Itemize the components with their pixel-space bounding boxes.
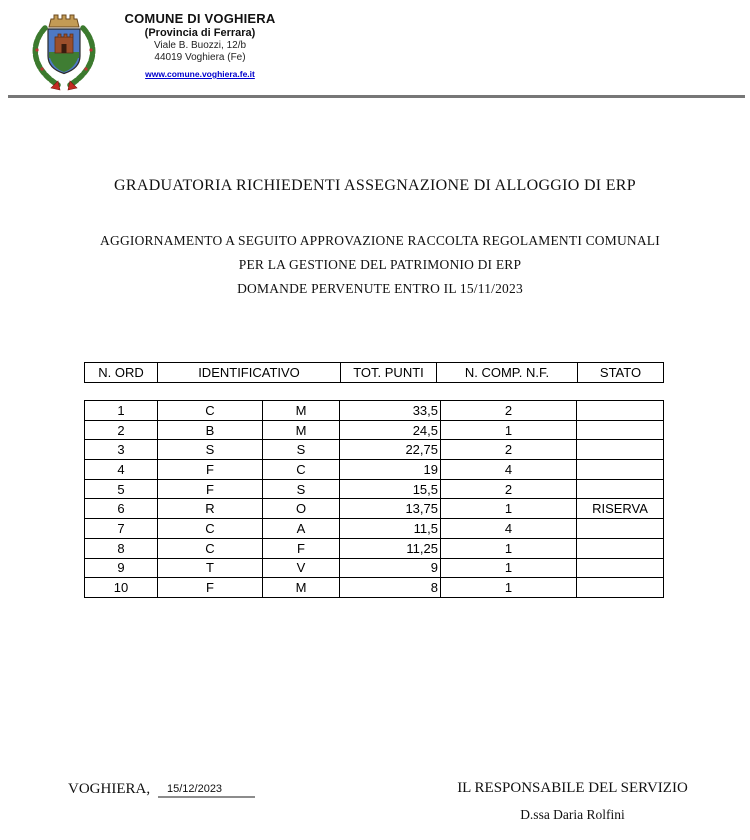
header-divider (8, 95, 745, 98)
footer-date-field: 15/12/2023 (158, 780, 255, 798)
responsible-name: D.ssa Daria Rolfini (520, 807, 625, 822)
cell-comp: 1 (441, 558, 577, 578)
cell-stato (577, 558, 664, 578)
cell-id2: M (263, 420, 340, 440)
cell-ord: 10 (85, 578, 158, 598)
document-subtitle (10, 229, 750, 301)
cell-id1: T (158, 558, 263, 578)
cell-ord: 9 (85, 558, 158, 578)
cell-punti: 8 (340, 578, 441, 598)
column-header-n-ord: N. ORD (85, 363, 158, 383)
subtitle-line: DOMANDE PERVENUTE ENTRO IL 15/11/2023 (237, 281, 523, 296)
cell-id2: A (263, 519, 340, 539)
municipality-name: COMUNE DI VOGHIERA (124, 11, 276, 26)
cell-punti: 19 (340, 460, 441, 480)
table-row (85, 538, 664, 558)
subtitle-line: PER LA GESTIONE DEL PATRIMONIO DI ERP (238, 257, 522, 272)
cell-id1: F (158, 479, 263, 499)
coat-of-arms-icon (28, 6, 100, 92)
cell-ord: 5 (85, 479, 158, 499)
city-line: 44019 Voghiera (Fe) (154, 52, 246, 63)
table-row (85, 440, 664, 460)
cell-comp: 2 (441, 479, 577, 499)
cell-id2: M (263, 401, 340, 421)
cell-id2: F (263, 538, 340, 558)
cell-id2: O (263, 499, 340, 519)
table-row (85, 479, 664, 499)
cell-stato: RISERVA (577, 499, 664, 519)
cell-punti: 33,5 (340, 401, 441, 421)
cell-punti: 22,75 (340, 440, 441, 460)
table-row (85, 558, 664, 578)
table-row (85, 519, 664, 539)
table-row (85, 578, 664, 598)
cell-ord: 3 (85, 440, 158, 460)
cell-id1: C (158, 401, 263, 421)
cell-stato (577, 479, 664, 499)
document-title: GRADUATORIA RICHIEDENTI ASSEGNAZIONE DI ALLOGGIO DI ERP (114, 177, 636, 194)
cell-id1: S (158, 440, 263, 460)
cell-id1: R (158, 499, 263, 519)
cell-id1: B (158, 420, 263, 440)
cell-comp: 1 (441, 420, 577, 440)
province-line: (Provincia di Ferrara) (144, 27, 256, 39)
cell-id1: C (158, 519, 263, 539)
cell-comp: 1 (441, 578, 577, 598)
address-line: Viale B. Buozzi, 12/b (153, 40, 247, 51)
header-row (85, 363, 664, 383)
ranking-table (84, 400, 664, 598)
cell-ord: 7 (85, 519, 158, 539)
cell-stato (577, 519, 664, 539)
responsible-title: IL RESPONSABILE DEL SERVIZIO (457, 780, 688, 796)
cell-id2: S (263, 440, 340, 460)
cell-id1: C (158, 538, 263, 558)
cell-comp: 2 (441, 440, 577, 460)
cell-comp: 1 (441, 538, 577, 558)
footer-place-label: VOGHIERA, (68, 781, 151, 797)
cell-punti: 15,5 (340, 479, 441, 499)
subtitle-line: AGGIORNAMENTO A SEGUITO APPROVAZIONE RACCOLTA REGOLAMENTI COMUNALI (100, 233, 660, 248)
cell-id2: V (263, 558, 340, 578)
cell-ord: 2 (85, 420, 158, 440)
cell-ord: 6 (85, 499, 158, 519)
cell-id2: C (263, 460, 340, 480)
cell-ord: 8 (85, 538, 158, 558)
cell-stato (577, 440, 664, 460)
table-row (85, 460, 664, 480)
cell-comp: 2 (441, 401, 577, 421)
cell-id1: F (158, 460, 263, 480)
cell-id1: F (158, 578, 263, 598)
cell-punti: 11,5 (340, 519, 441, 539)
cell-ord: 1 (85, 401, 158, 421)
cell-comp: 4 (441, 519, 577, 539)
cell-stato (577, 420, 664, 440)
cell-stato (577, 538, 664, 558)
cell-comp: 1 (441, 499, 577, 519)
website-link[interactable]: www.comune.voghiera.fe.it (145, 69, 255, 79)
column-header-tot-punti: TOT. PUNTI (341, 363, 437, 383)
cell-stato (577, 401, 664, 421)
table-row (85, 499, 664, 519)
column-header-identificativo: IDENTIFICATIVO (158, 363, 341, 383)
cell-ord: 4 (85, 460, 158, 480)
cell-punti: 9 (340, 558, 441, 578)
table-row (85, 420, 664, 440)
cell-punti: 13,75 (340, 499, 441, 519)
column-header-n-comp-nf: N. COMP. N.F. (437, 363, 578, 383)
cell-stato (577, 578, 664, 598)
ranking-table-header (84, 362, 664, 383)
cell-comp: 4 (441, 460, 577, 480)
cell-stato (577, 460, 664, 480)
table-row (85, 401, 664, 421)
cell-id2: M (263, 578, 340, 598)
letterhead (95, 11, 305, 82)
column-header-stato: STATO (578, 363, 664, 383)
cell-punti: 24,5 (340, 420, 441, 440)
cell-punti: 11,25 (340, 538, 441, 558)
cell-id2: S (263, 479, 340, 499)
